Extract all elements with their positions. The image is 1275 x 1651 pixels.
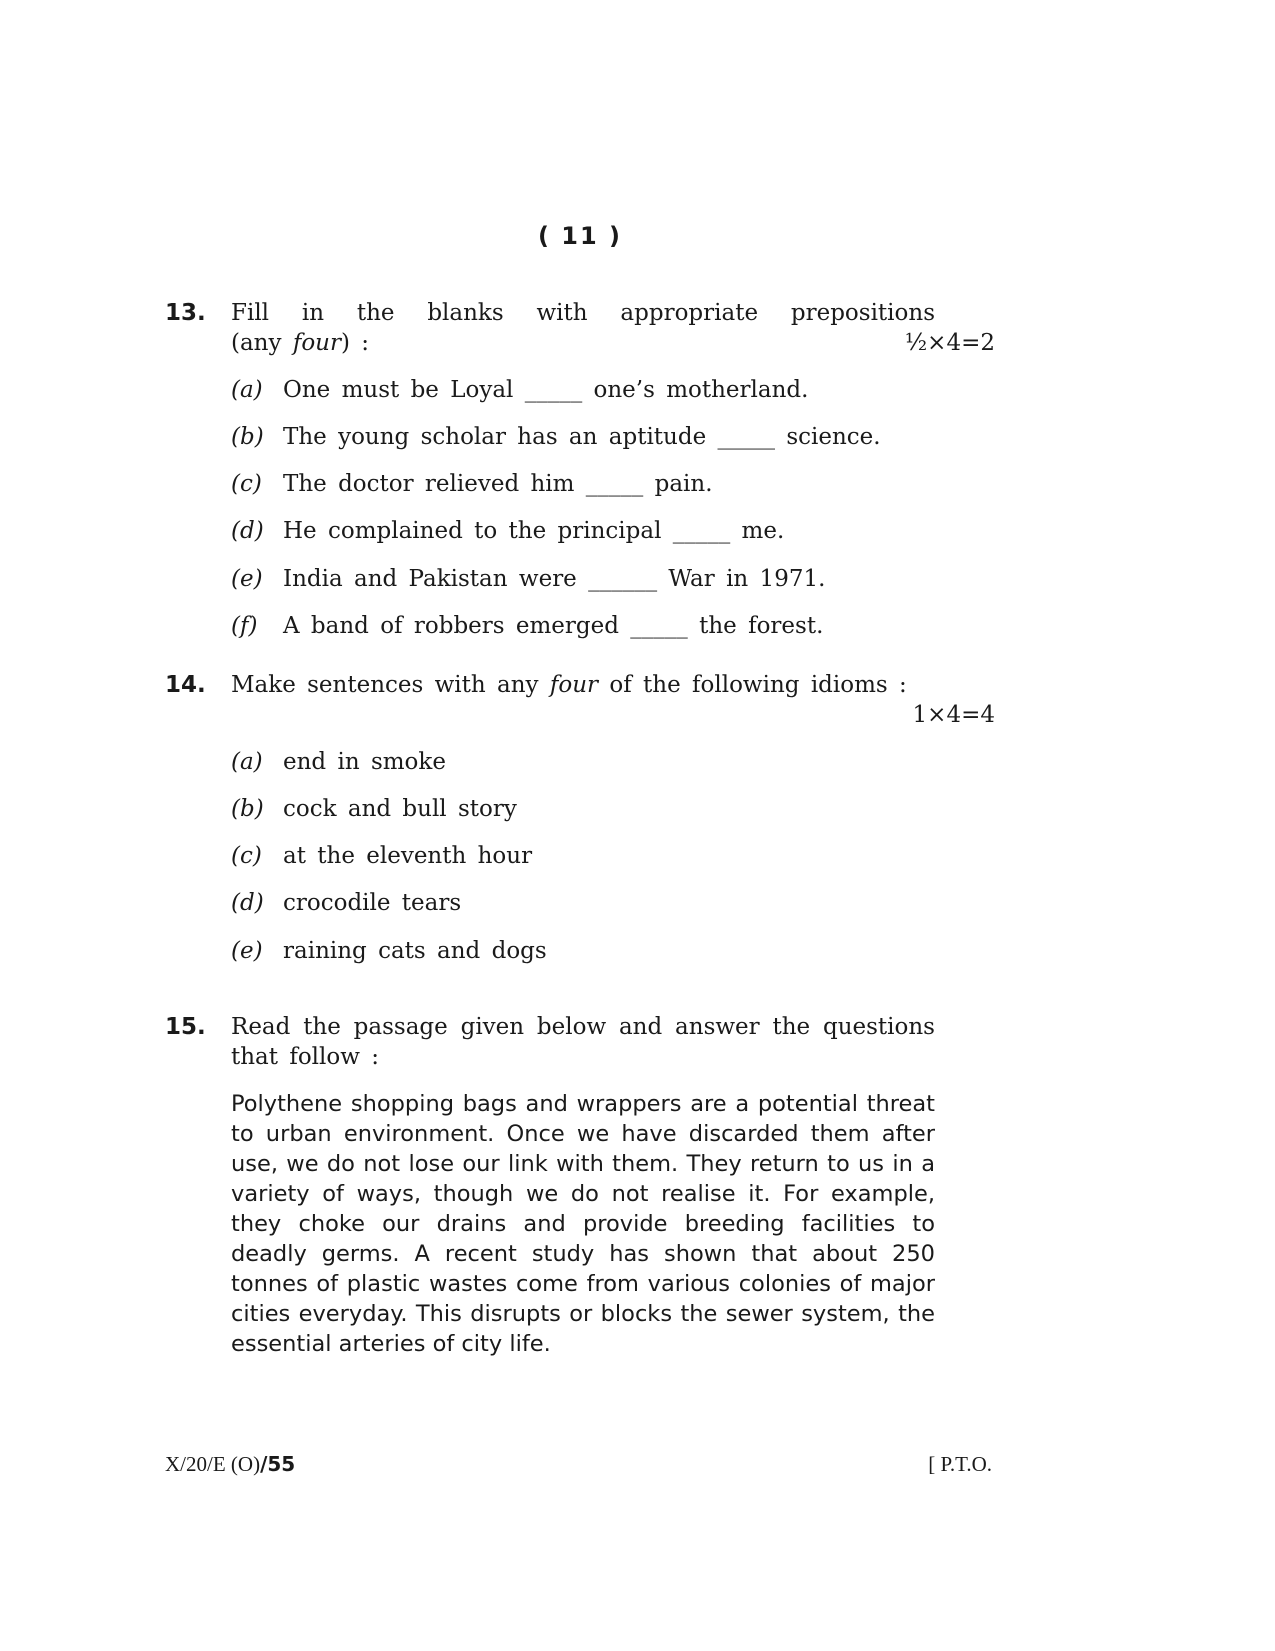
option-e: (e) India and Pakistan were ______ War in 1971. xyxy=(231,566,826,592)
idiom-e: (e) raining cats and dogs xyxy=(231,938,547,964)
pto-marker: [ P.T.O. xyxy=(928,1452,992,1476)
question-number: 13. xyxy=(165,300,206,326)
idiom-c: (c) at the eleventh hour xyxy=(231,843,533,869)
question-number: 14. xyxy=(165,672,206,698)
paper-code: X/20/E (O)/55 xyxy=(165,1452,296,1476)
marks: ½×4=2 xyxy=(904,330,995,356)
question-text-line2: (any four) : xyxy=(231,330,370,356)
question-text-line2: that follow : xyxy=(231,1044,379,1070)
idiom-a: (a) end in smoke xyxy=(231,749,446,775)
page-number: ( 11 ) xyxy=(537,222,623,250)
question-number: 15. xyxy=(165,1014,206,1040)
question-text: Make sentences with any four of the following idioms : xyxy=(231,672,907,698)
reading-passage: Polythene shopping bags and wrappers are a potential threat to urban environment. Once we have discarded them after use, we do not lose our link with them. They return to us in a variety of ways, though we do not realise it. For example, they choke our drains and provide breeding facilities to deadly germs. A recent study has shown that about 250 tonnes of plastic wastes come from various colonies of major cities everyday. This disrupts or blocks the sewer system, the essential arteries of city life. xyxy=(231,1091,935,1357)
question-text: Fill in the blanks with appropriate prepositions xyxy=(231,300,935,326)
option-f: (f) A band of robbers emerged _____ the forest. xyxy=(231,613,824,639)
option-d: (d) He complained to the principal _____ me. xyxy=(231,518,785,544)
option-a: (a) One must be Loyal _____ one’s motherland. xyxy=(231,377,809,403)
question-text: Read the passage given below and answer the questions xyxy=(231,1014,935,1040)
option-b: (b) The young scholar has an aptitude _____ science. xyxy=(231,424,881,450)
marks: 1×4=4 xyxy=(912,702,995,728)
idiom-b: (b) cock and bull story xyxy=(231,796,517,822)
idiom-d: (d) crocodile tears xyxy=(231,890,462,916)
option-c: (c) The doctor relieved him _____ pain. xyxy=(231,471,713,497)
